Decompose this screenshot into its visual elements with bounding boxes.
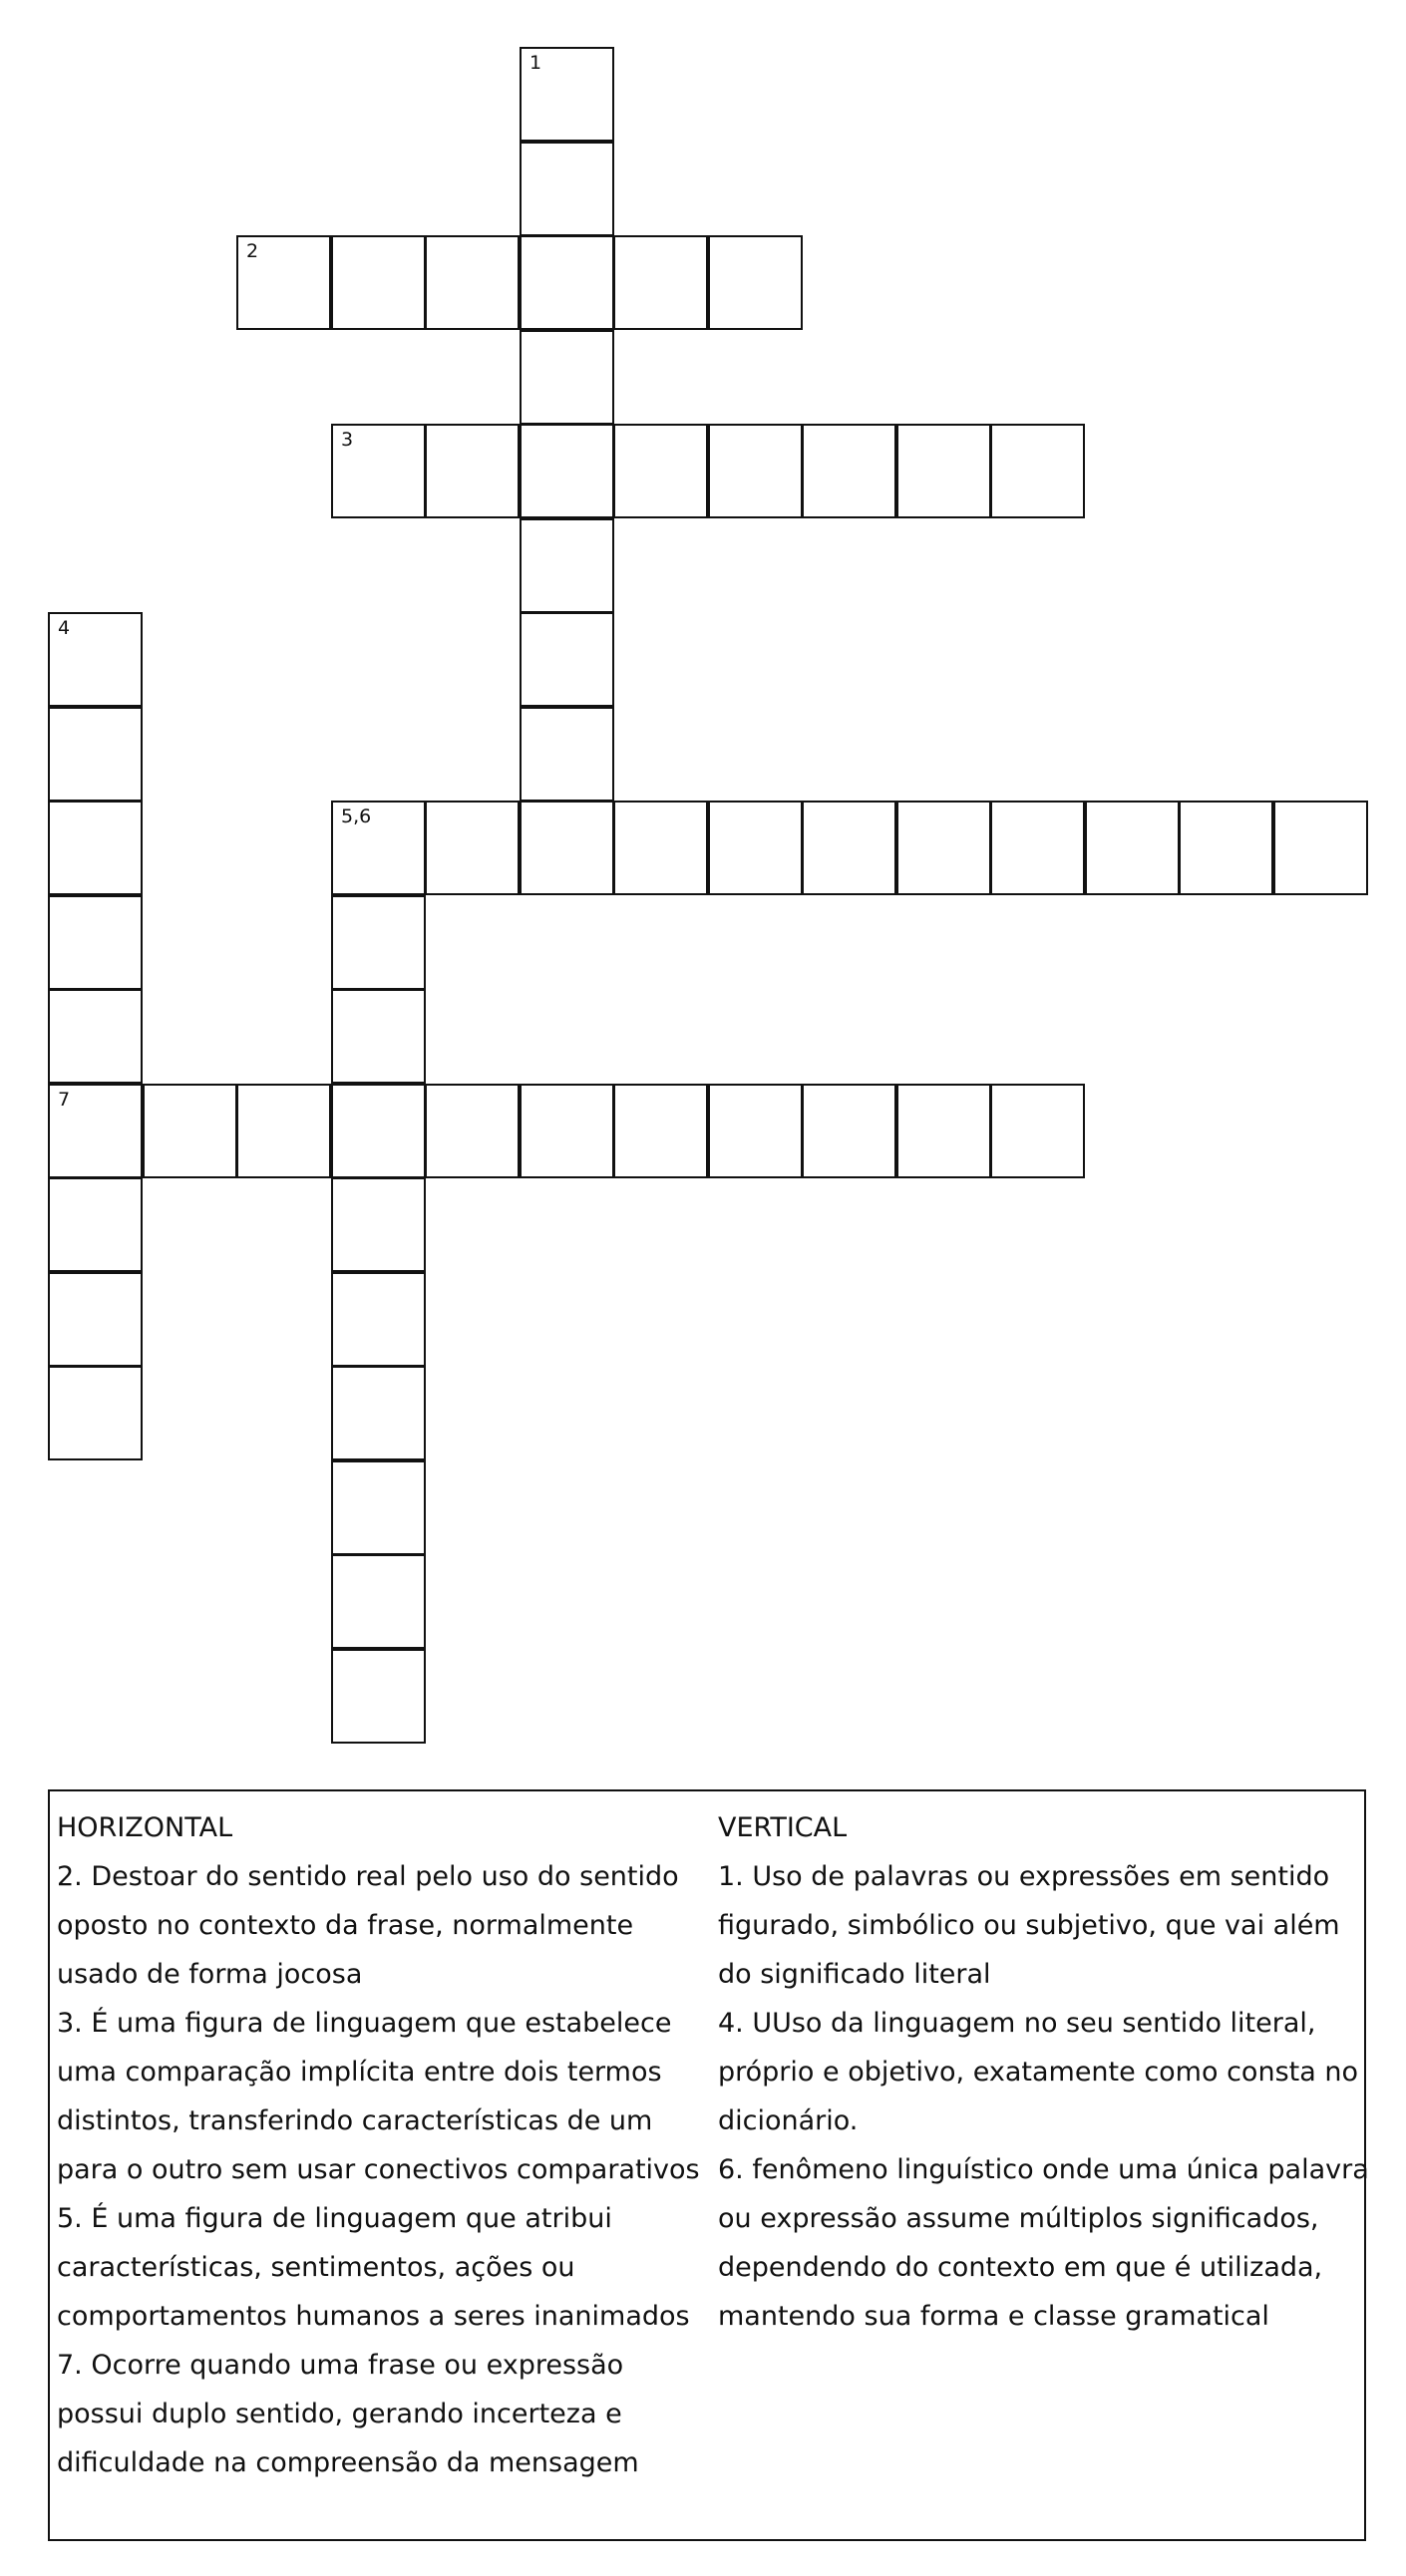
vertical-clue-line: 1. Uso de palavras ou expressões em sentido <box>718 1861 1330 1892</box>
crossword-cell[interactable] <box>425 801 520 895</box>
crossword-cell[interactable] <box>990 1084 1085 1178</box>
crossword-cell[interactable] <box>802 801 896 895</box>
crossword-cell[interactable] <box>802 1084 896 1178</box>
crossword-cell[interactable] <box>708 424 803 518</box>
vertical-clue-line: ou expressão assume múltiplos significados, <box>718 2203 1319 2234</box>
clue-number-label: 4 <box>58 617 71 639</box>
crossword-cell[interactable] <box>520 801 614 895</box>
crossword-cell[interactable] <box>48 1177 143 1272</box>
horizontal-heading: HORIZONTAL <box>57 1812 233 1843</box>
horizontal-clue-line: usado de forma jocosa <box>57 1959 363 1990</box>
crossword-cell[interactable] <box>520 235 614 330</box>
crossword-cell[interactable] <box>48 1084 143 1178</box>
crossword-cell[interactable] <box>48 707 143 802</box>
crossword-cell[interactable] <box>48 895 143 990</box>
crossword-cell[interactable] <box>520 424 614 518</box>
horizontal-clue-line: 2. Destoar do sentido real pelo uso do sentido <box>57 1861 679 1892</box>
crossword-cell[interactable] <box>48 612 143 707</box>
horizontal-clue-line: oposto no contexto da frase, normalmente <box>57 1910 634 1941</box>
horizontal-clue-line: dificuldade na compreensão da mensagem <box>57 2447 639 2478</box>
crossword-cell[interactable] <box>708 1084 803 1178</box>
horizontal-clues <box>57 1803 700 2487</box>
crossword-cell[interactable] <box>520 142 614 236</box>
crossword-cell[interactable] <box>520 330 614 425</box>
vertical-clues <box>718 1803 1369 2341</box>
clue-box <box>48 1789 1369 2541</box>
crossword-cell[interactable] <box>331 1649 426 1744</box>
crossword-cell[interactable] <box>331 1084 426 1178</box>
crossword-cell[interactable] <box>143 1084 237 1178</box>
horizontal-clue-line: possui duplo sentido, gerando incerteza e <box>57 2399 622 2429</box>
horizontal-clue-line: 5. É uma figura de linguagem que atribui <box>57 2203 612 2234</box>
crossword-cell[interactable] <box>613 424 708 518</box>
crossword-cell[interactable] <box>520 47 614 142</box>
vertical-clue-line: 4. UUso da linguagem no seu sentido literal, <box>718 2008 1316 2039</box>
crossword-cell[interactable] <box>331 1554 426 1649</box>
horizontal-clue-line: 7. Ocorre quando uma frase ou expressão <box>57 2350 624 2381</box>
crossword-cell[interactable] <box>331 989 426 1084</box>
horizontal-clue-line: comportamentos humanos a seres inanimados <box>57 2301 690 2332</box>
crossword-cell[interactable] <box>48 1272 143 1367</box>
crossword-cell[interactable] <box>990 424 1085 518</box>
clue-number-label: 7 <box>58 1089 71 1111</box>
crossword-cell[interactable] <box>613 235 708 330</box>
horizontal-clue-line: características, sentimentos, ações ou <box>57 2252 575 2283</box>
crossword-cell[interactable] <box>48 801 143 895</box>
crossword-cell[interactable] <box>236 1084 331 1178</box>
horizontal-clue-line: uma comparação implícita entre dois termos <box>57 2057 662 2088</box>
crossword-cell[interactable] <box>331 801 426 895</box>
crossword-cell[interactable] <box>331 1177 426 1272</box>
crossword-cell[interactable] <box>520 518 614 613</box>
crossword-cell[interactable] <box>425 235 520 330</box>
crossword-cell[interactable] <box>613 1084 708 1178</box>
crossword-cell[interactable] <box>520 707 614 802</box>
horizontal-clue-line: 3. É uma figura de linguagem que estabelece <box>57 2008 672 2039</box>
clue-number-label: 2 <box>246 240 259 262</box>
vertical-clue-line: mantendo sua forma e classe gramatical <box>718 2301 1269 2332</box>
crossword-cell[interactable] <box>896 801 991 895</box>
crossword-cell[interactable] <box>48 1366 143 1460</box>
crossword-cell[interactable] <box>331 895 426 990</box>
crossword-cell[interactable] <box>331 235 426 330</box>
vertical-heading: VERTICAL <box>718 1812 848 1843</box>
crossword-cell[interactable] <box>425 1084 520 1178</box>
crossword-cell[interactable] <box>802 424 896 518</box>
vertical-clue-line: do significado literal <box>718 1959 991 1990</box>
clue-number-label: 5,6 <box>341 805 372 827</box>
crossword-cell[interactable] <box>331 1460 426 1555</box>
crossword-cell[interactable] <box>331 424 426 518</box>
crossword-cell[interactable] <box>1273 801 1368 895</box>
crossword-cell[interactable] <box>1085 801 1180 895</box>
crossword-cell[interactable] <box>236 235 331 330</box>
clue-number-label: 3 <box>341 429 354 451</box>
crossword-cell[interactable] <box>613 801 708 895</box>
crossword-cell[interactable] <box>990 801 1085 895</box>
vertical-clue-line: próprio e objetivo, exatamente como consta no <box>718 2057 1358 2088</box>
vertical-clue-line: figurado, simbólico ou subjetivo, que vai além <box>718 1910 1340 1941</box>
vertical-clue-line: dependendo do contexto em que é utilizada, <box>718 2252 1323 2283</box>
crossword-cell[interactable] <box>1179 801 1273 895</box>
horizontal-clue-line: para o outro sem usar conectivos comparativos <box>57 2154 700 2185</box>
crossword-cell[interactable] <box>896 424 991 518</box>
clue-number-label: 1 <box>529 52 542 74</box>
vertical-clue-line: 6. fenômeno linguístico onde uma única palavra <box>718 2154 1369 2185</box>
crossword-cell[interactable] <box>520 612 614 707</box>
crossword-cell[interactable] <box>520 1084 614 1178</box>
crossword-cell[interactable] <box>896 1084 991 1178</box>
crossword-cell[interactable] <box>708 235 803 330</box>
crossword-cell[interactable] <box>48 989 143 1084</box>
crossword-cell[interactable] <box>708 801 803 895</box>
crossword-cell[interactable] <box>331 1366 426 1460</box>
crossword-cell[interactable] <box>331 1272 426 1367</box>
horizontal-clue-line: distintos, transferindo características de um <box>57 2105 653 2136</box>
crossword-cell[interactable] <box>425 424 520 518</box>
vertical-clue-line: dicionário. <box>718 2105 859 2136</box>
